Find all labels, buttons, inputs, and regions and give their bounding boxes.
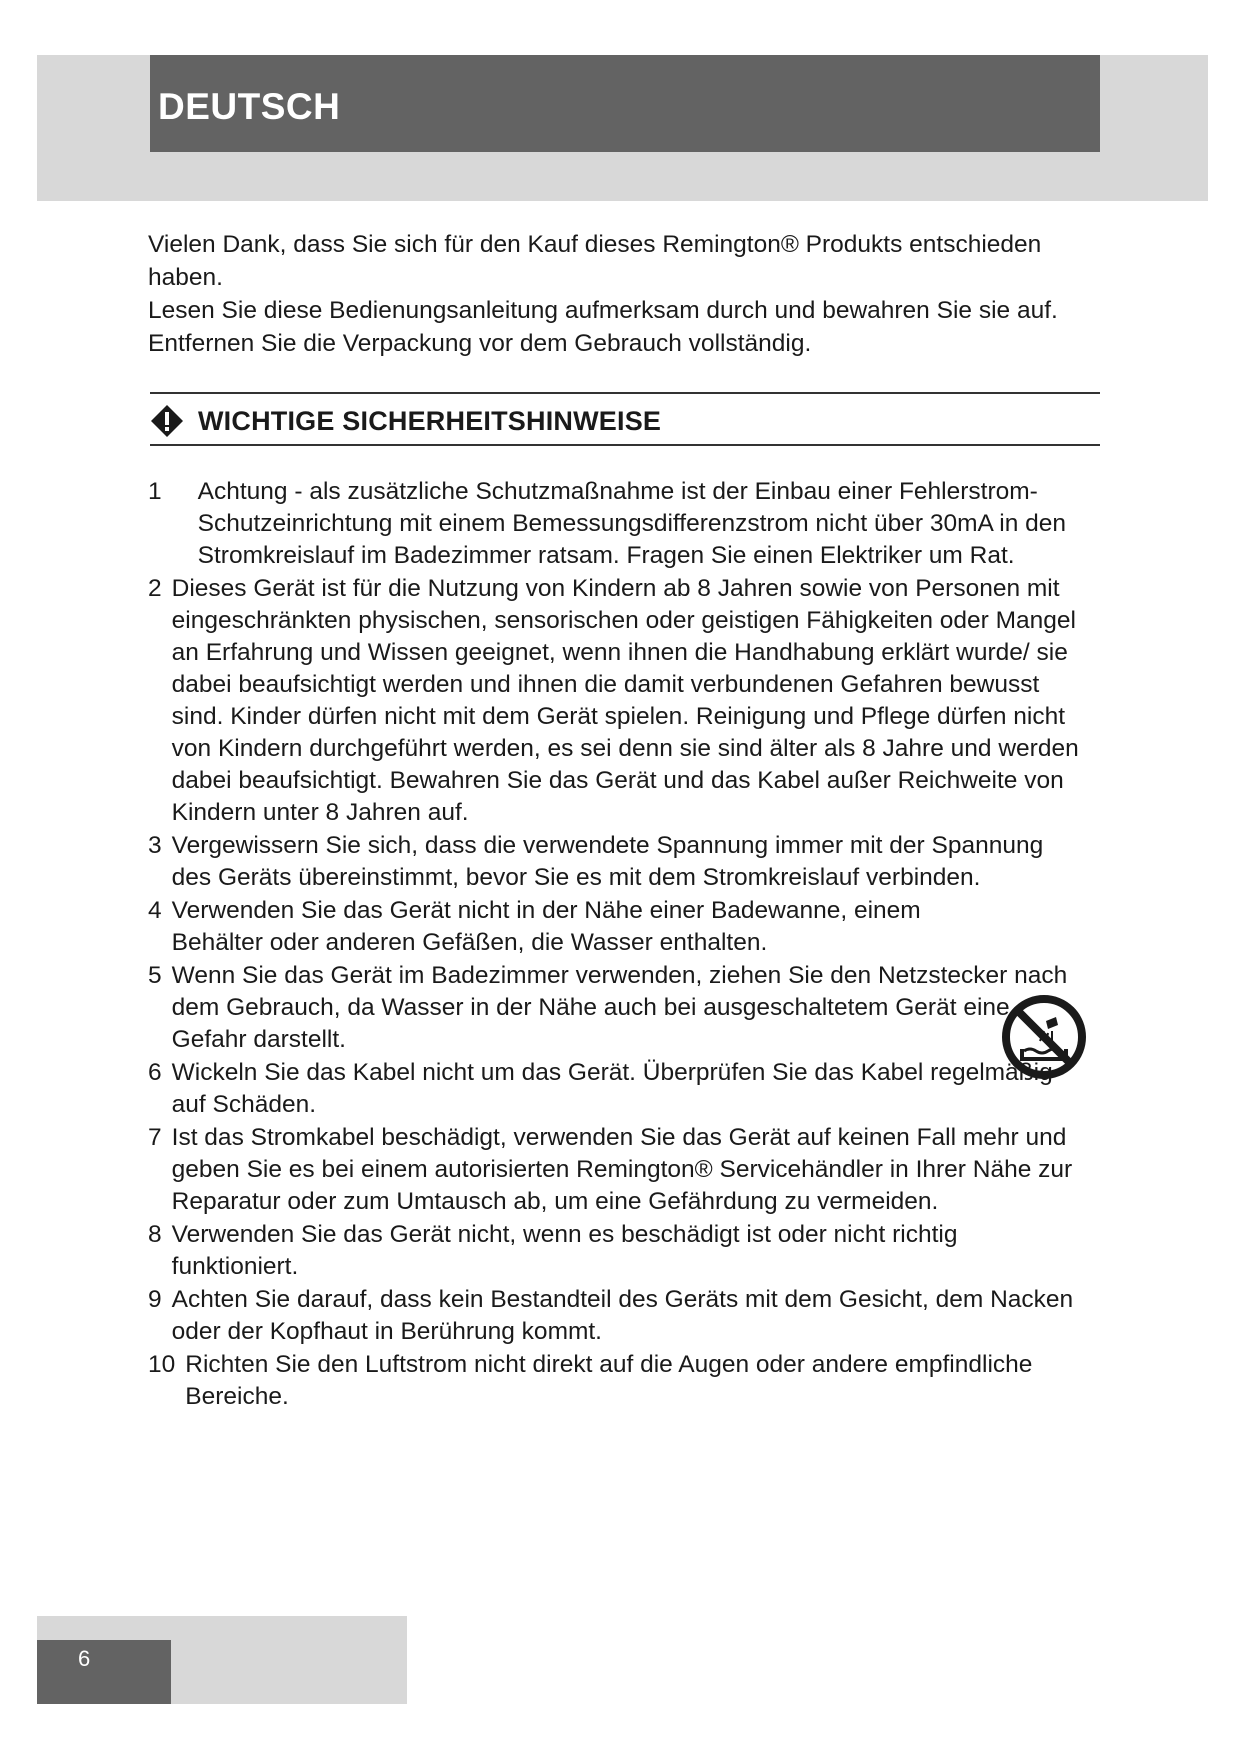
item-number: 1 (148, 478, 162, 505)
page-number: 6 (78, 1646, 91, 1671)
list-item (148, 960, 1088, 1056)
intro-thanks: Vielen Dank, dass Sie sich für den Kauf dieses Remington® Produkts entschieden haben. (148, 231, 1042, 291)
item-number: 8 (148, 1221, 162, 1248)
item-number: 10 (148, 1351, 176, 1378)
item-text: Verwenden Sie das Gerät nicht, wenn es beschädigt ist oder nicht richtig funktioniert. (171, 1221, 958, 1280)
language-title: DEUTSCH (158, 86, 341, 127)
warning-diamond-icon (150, 404, 184, 438)
item-text: Wickeln Sie das Kabel nicht um das Gerät. Überprüfen Sie das Kabel regelmäßig auf Schäden. (171, 1059, 1053, 1118)
list-item (148, 1219, 1088, 1283)
item-text: Ist das Stromkabel beschädigt, verwenden Sie das Gerät auf keinen Fall mehr und geben Sie es bei einem autorisierten Remington® Servicehändler in Ihrer Nähe zur Reparatur oder zum Umtausch ab, um eine Gefährdung zu vermeiden. (171, 1124, 1073, 1215)
item-text: Achten Sie darauf, dass kein Bestandteil des Geräts mit dem Gesicht, dem Nacken oder der Kopfhaut in Berührung kommt. (171, 1286, 1074, 1345)
list-item (148, 1122, 1088, 1218)
item-text: Vergewissern Sie sich, dass die verwendete Spannung immer mit der Spannung des Geräts übereinstimmt, bevor Sie es mit dem Stromkreislauf verbinden. (171, 832, 1044, 891)
list-item (148, 830, 1088, 894)
item-text: Dieses Gerät ist für die Nutzung von Kindern ab 8 Jahren sowie von Personen mit eingeschränkten physischen, sensorischen oder geistigen Fähigkeiten oder Mangel an Erfahrung und Wissen geeignet, wenn ihnen die Handhabung erklärt wurde/ sie dabei beaufsichtigt werden und ihnen die damit verbundenen Gefahren bewusst sind. Kinder dürfen nicht mit dem Gerät spielen. Reinigung und Pflege dürfen nicht von Kindern durchgeführt werden, es sei denn sie sind älter als 8 Jahre und werden dabei beaufsichtigt. Bewahren Sie das Gerät und das Kabel außer Reichweite von Kindern unter 8 Jahren auf. (171, 575, 1079, 826)
section-rule-top (150, 392, 1100, 394)
item-number: 2 (148, 575, 162, 602)
no-water-bath-icon (1000, 993, 1088, 1081)
section-heading (150, 400, 661, 442)
item-text: Richten Sie den Luftstrom nicht direkt auf die Augen oder andere empfindliche Bereiche. (185, 1351, 1033, 1410)
section-title: WICHTIGE SICHERHEITSHINWEISE (198, 405, 662, 436)
item-number: 9 (148, 1286, 162, 1313)
item-text: Wenn Sie das Gerät im Badezimmer verwenden, ziehen Sie den Netzstecker nach dem Gebrauch, da Wasser in der Nähe auch bei ausgeschaltetem Gerät eine Gefahr darstellt. (171, 962, 1068, 1053)
item-number: 5 (148, 962, 162, 989)
intro-text (148, 228, 1078, 360)
list-item (148, 476, 1088, 572)
item-number: 4 (148, 897, 162, 924)
list-item (148, 1284, 1088, 1348)
list-item (148, 1349, 1088, 1413)
intro-instructions: Lesen Sie diese Bedienungsanleitung aufmerksam durch und bewahren Sie sie auf. Entfernen Sie die Verpackung vor dem Gebrauch vollständig. (148, 297, 1058, 357)
item-number: 7 (148, 1124, 162, 1151)
section-rule-bottom (150, 444, 1100, 446)
list-item (148, 1057, 1088, 1121)
safety-list (148, 476, 1088, 1413)
item-text: Achtung - als zusätzliche Schutzmaßnahme ist der Einbau einer Fehlerstrom-Schutzeinrichtung mit einem Bemessungsdifferenzstrom nicht über 30mA in den Stromkreislauf im Badezimmer ratsam. Fragen Sie einen Elektriker um Rat. (197, 478, 1067, 569)
list-item (148, 573, 1088, 829)
item-text: Verwenden Sie das Gerät nicht in der Nähe einer Badewanne, einem Behälter oder anderen Gefäßen, die Wasser enthalten. (171, 897, 921, 956)
footer-page-box (37, 1640, 171, 1704)
list-item (148, 895, 1088, 959)
item-number: 3 (148, 832, 162, 859)
item-number: 6 (148, 1059, 162, 1086)
